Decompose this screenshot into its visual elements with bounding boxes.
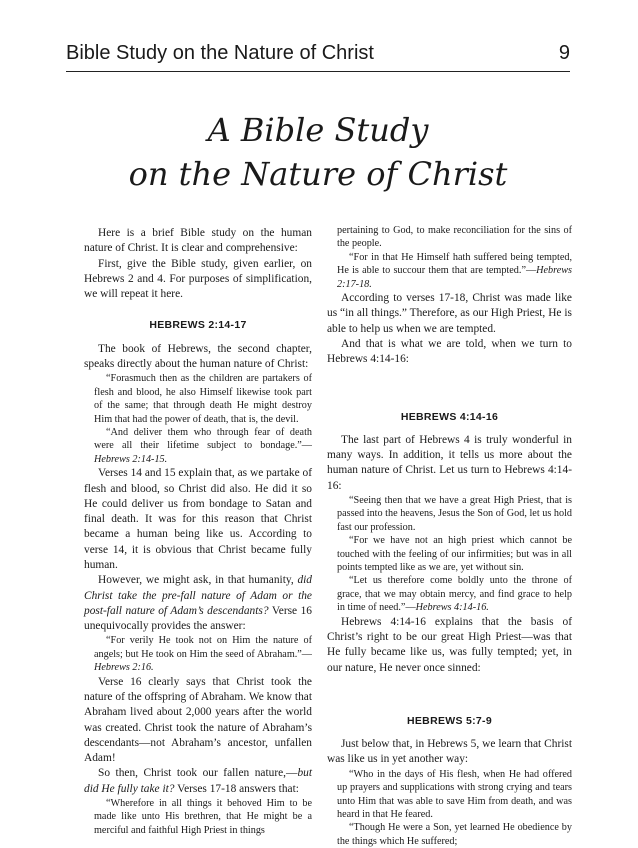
chapter-title-line2: on the Nature of Christ bbox=[128, 155, 508, 193]
scripture-quote: “For we have not an high priest which cannot be touched with the feeling of our infirmities; but was in all points tempted like as we are, yet without sin. bbox=[337, 535, 572, 574]
scripture-reference: Hebrews 2:16. bbox=[94, 662, 154, 674]
paragraph: Hebrews 4:14-16 explains that the basis of Christ’s right to be our great High Priest—was that He fully became like us, was fully tempted; yet, in our nature, He never once sinned: bbox=[327, 615, 572, 674]
left-column bbox=[84, 226, 312, 837]
paragraph: The last part of Hebrews 4 is truly wonderful in many ways. In addition, it tells us more about the human nature of Christ. Let us turn to Hebrews 4:14-16: bbox=[327, 433, 572, 492]
spacer bbox=[327, 676, 572, 698]
paragraph: Just below that, in Hebrews 5, we learn that Christ was like us in yet another way: bbox=[327, 738, 572, 766]
header-rule bbox=[66, 71, 570, 72]
scripture-quote: “Wherefore in all things it behoved Him to be made like unto His brethren, that He might be a merciful and faithful High Priest in things bbox=[94, 798, 312, 836]
paragraph: Verse 16 clearly says that Christ took the nature of the offspring of Abraham. We know that Abraham lived about 2,000 years after the world was created. Christ took the nature of Abraham’s descendants—not Abraham’s ancestor, unfallen Adam! bbox=[84, 675, 312, 765]
scripture-quote: “Let us therefore come boldly unto the throne of grace, that we may obtain mercy, and find grace to help in time of need.”—Hebrews 4:14-16. bbox=[337, 575, 572, 614]
right-column bbox=[327, 224, 572, 848]
scripture-reference: Hebrews 4:14-16. bbox=[415, 602, 489, 614]
paragraph: And that is what we are told, when we turn to Hebrews 4:14-16: bbox=[327, 337, 572, 366]
paragraph: However, we might ask, in that humanity, did Christ take the pre-fall nature of Adam or the post-fall nature of Adam’s descendants? Verse 16 unequivocally provides the answer: bbox=[84, 574, 312, 633]
scripture-quote: pertaining to God, to make reconciliation for the sins of the people. bbox=[337, 225, 572, 250]
running-header bbox=[66, 42, 570, 70]
spacer bbox=[327, 368, 572, 394]
scripture-quote: “Seeing then that we have a great High Priest, that is passed into the heavens, Jesus the Son of God, let us hold fast our profession. bbox=[337, 495, 572, 533]
section-heading: HEBREWS 4:14-16 bbox=[400, 410, 499, 423]
emphasis: but did He fully take it? bbox=[84, 767, 312, 795]
scripture-quote: “Forasmuch then as the children are partakers of flesh and blood, he also Himself likewise took part of the same; that through death He might destroy Him that had the power of death, that is, the devil. bbox=[94, 373, 312, 425]
paragraph: The book of Hebrews, the second chapter, speaks directly about the human nature of Christ: bbox=[84, 342, 312, 371]
scripture-reference: Hebrews 2:17-18. bbox=[337, 265, 572, 290]
chapter-title-line1: A Bible Study bbox=[207, 111, 429, 149]
paragraph: Here is a brief Bible study on the human nature of Christ. It is clear and comprehensive: bbox=[84, 227, 312, 255]
scripture-quote: “For verily He took not on Him the nature of angels; but He took on Him the seed of Abraham.”—Hebrews 2:16. bbox=[94, 635, 312, 674]
scripture-quote: “Though He were a Son, yet learned He obedience by the things which He suffered; bbox=[337, 822, 572, 847]
scripture-reference: Hebrews 2:14-15. bbox=[94, 453, 168, 465]
running-title: Bible Study on the Nature of Christ bbox=[66, 42, 374, 64]
paragraph: First, give the Bible study, given earlier, on Hebrews 2 and 4. For purposes of simplification, we will repeat it here. bbox=[84, 257, 312, 301]
paragraph: According to verses 17-18, Christ was made like us “in all things.” Therefore, as our High Priest, He is able to help us when we are tempted. bbox=[327, 292, 572, 335]
section-heading: HEBREWS 5:7-9 bbox=[407, 714, 492, 727]
page-number: 9 bbox=[558, 42, 570, 64]
scripture-quote: “Who in the days of His flesh, when He had offered up prayers and supplications with strong crying and tears unto Him that was able to save Him from death, and was heard in that He feared. bbox=[337, 768, 572, 820]
scripture-quote: “For in that He Himself hath suffered being tempted, He is able to succour them that are tempted.”—Hebrews 2:17-18. bbox=[337, 251, 572, 290]
emphasis: did Christ take the pre-fall nature of Adam or the post-fall nature of Adam’s descendants? bbox=[84, 574, 312, 617]
scripture-quote: “And deliver them who through fear of death were all their lifetime subject to bondage.”—Hebrews 2:14-15. bbox=[94, 427, 312, 465]
paragraph: So then, Christ took our fallen nature,—but did He fully take it? Verses 17-18 answers that: bbox=[84, 767, 312, 795]
paragraph: Verses 14 and 15 explain that, as we partake of flesh and blood, so Christ did also. He did it so He could deliver us from bondage to Satan and final death. It was for this reason that Christ became a human being like us. According to verse 14, it is obvious that Christ became fully human. bbox=[84, 467, 312, 571]
section-heading: HEBREWS 2:14-17 bbox=[149, 319, 247, 332]
chapter-title bbox=[66, 108, 570, 196]
